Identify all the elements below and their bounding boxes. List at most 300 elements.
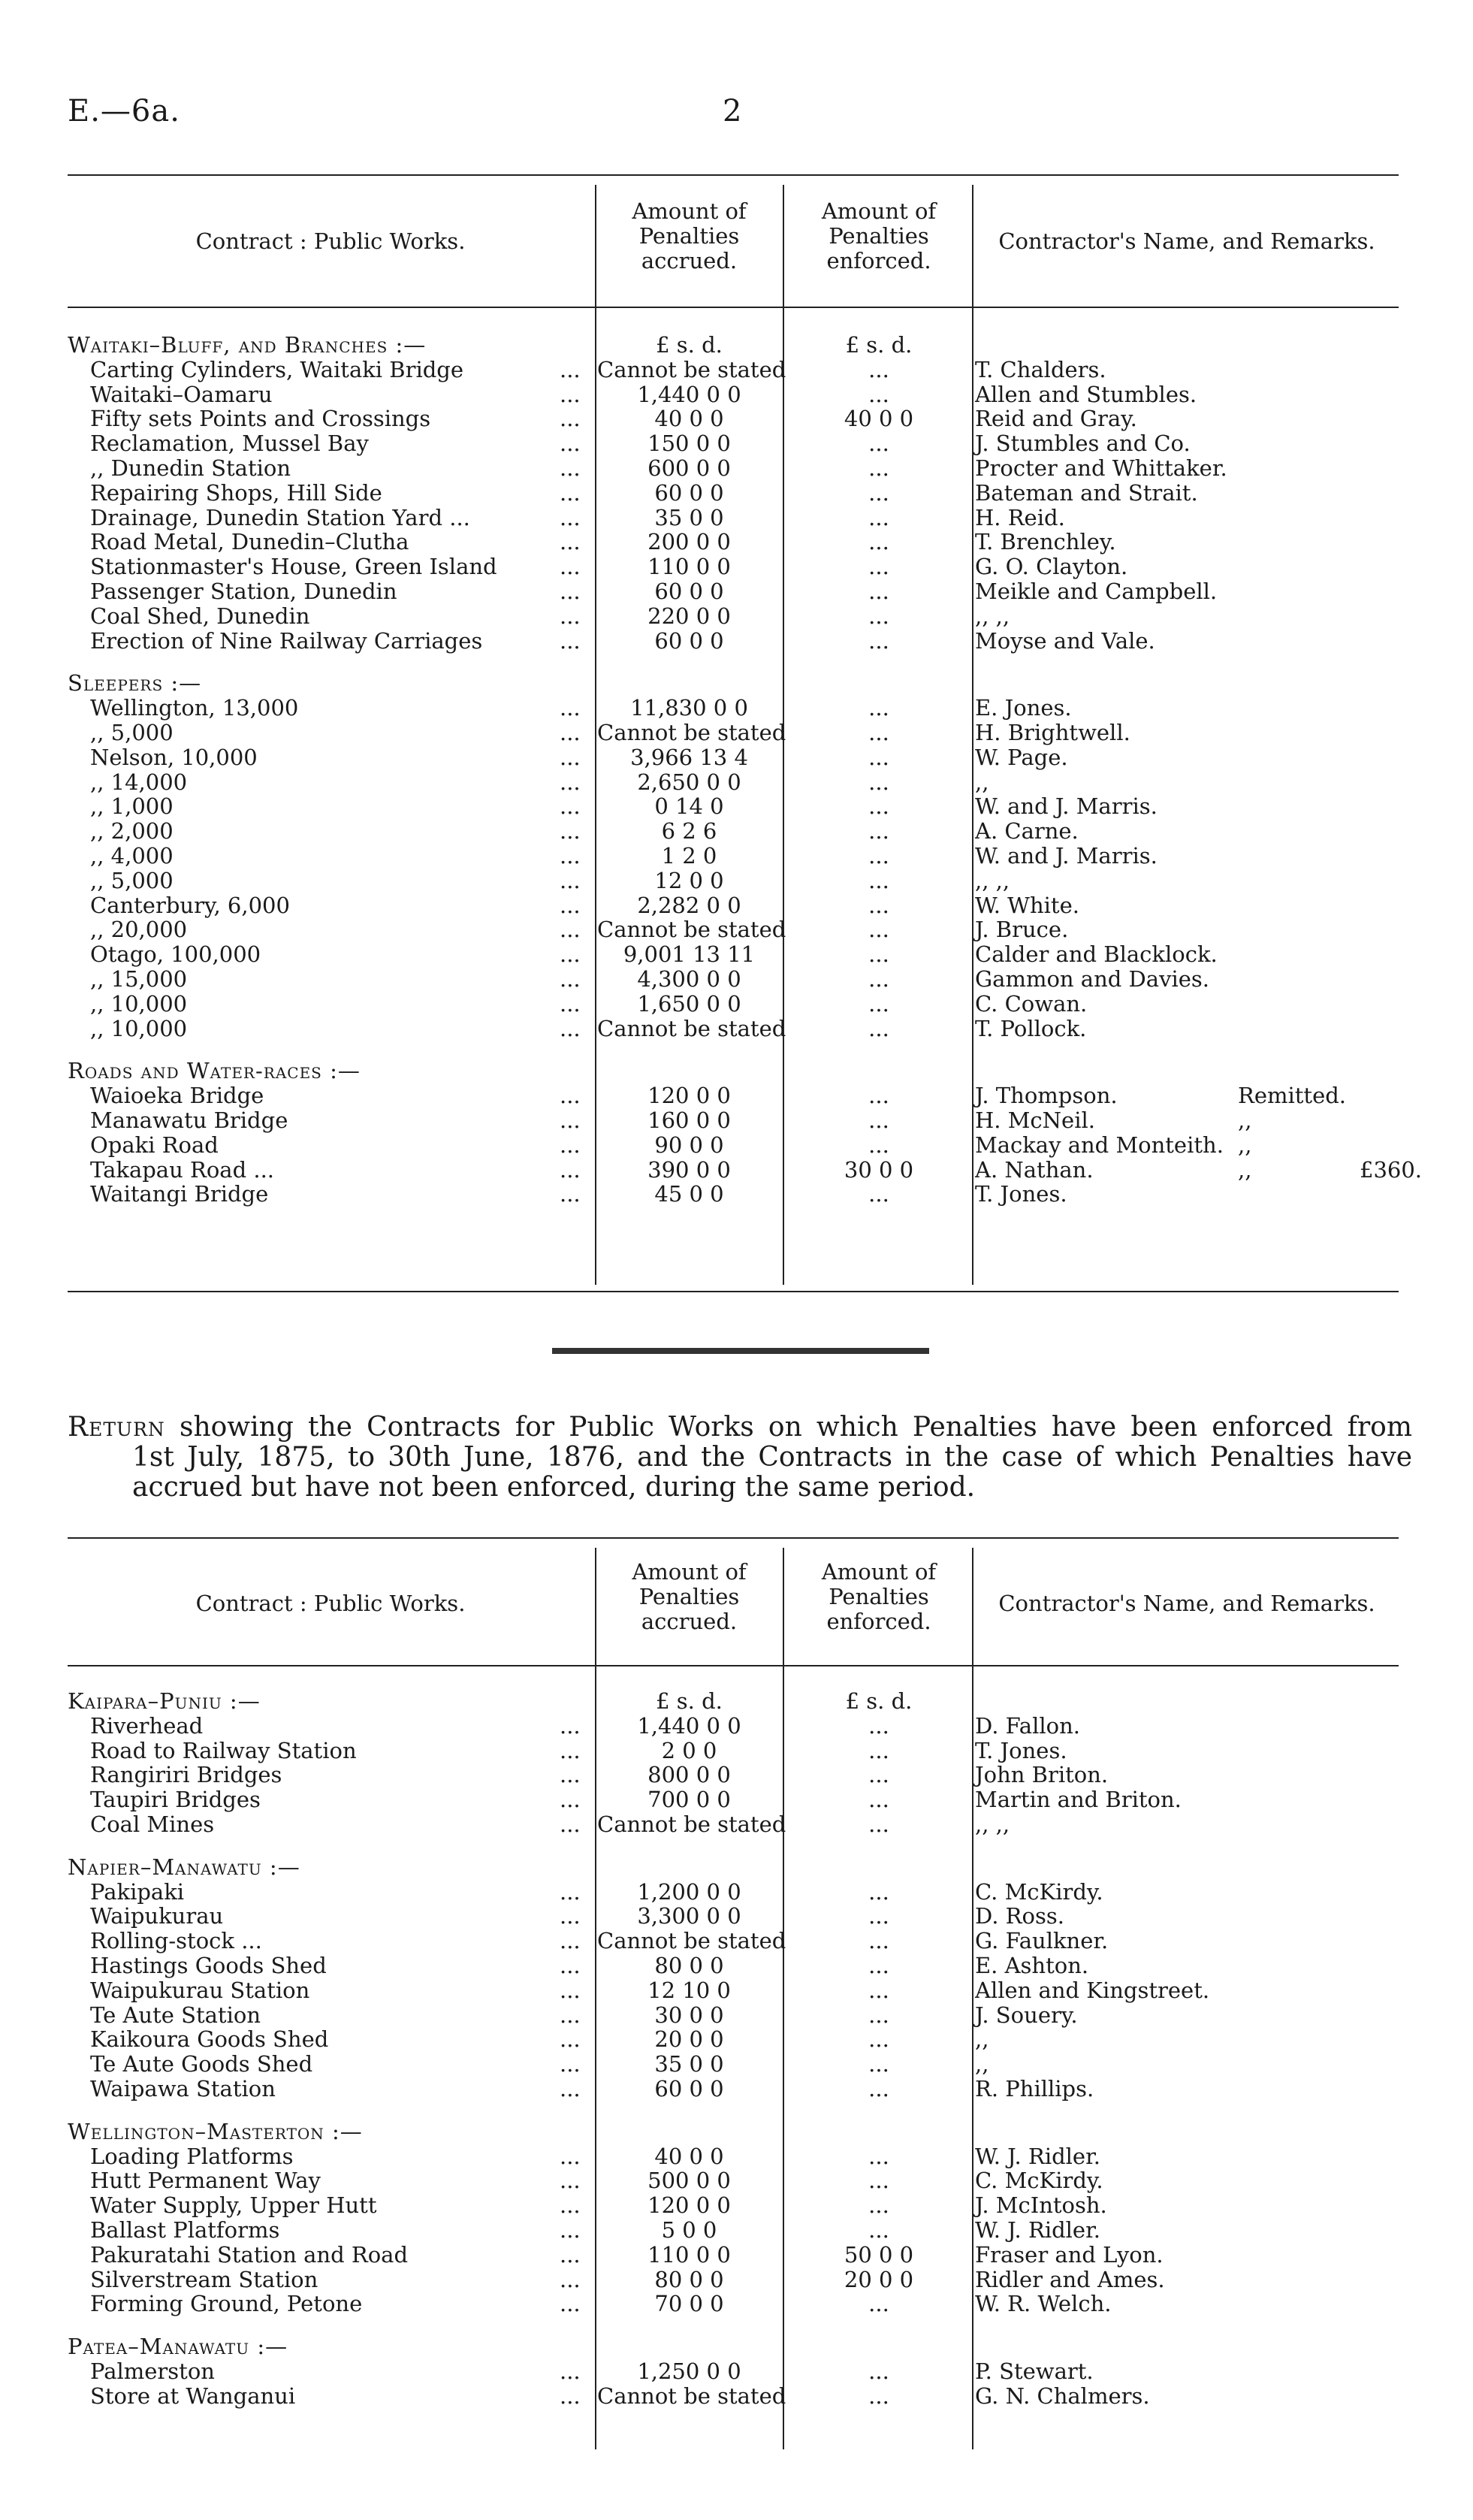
contract-name: Otago, 100,000 [90, 941, 261, 968]
table-row [0, 1928, 1473, 1953]
contract-name: Store at Wanganui [90, 2383, 296, 2409]
amount-accrued: 1,440 0 0 [637, 381, 741, 407]
table-row [0, 1762, 1473, 1787]
contractor-remarks: W. J. Ridler. [975, 2143, 1100, 2169]
amount-accrued: Cannot be stated [597, 1811, 786, 1837]
contractor-remarks: T. Brenchley. [975, 529, 1116, 555]
table-row [0, 1016, 1473, 1041]
dot-leader: ... [560, 2241, 581, 2268]
amount-enforced: ... [868, 455, 889, 481]
amount-enforced: ... [868, 479, 889, 506]
contractor-remarks: G. Faulkner. [975, 1928, 1109, 1954]
amount-accrued: 4,300 0 0 [637, 966, 741, 992]
dot-leader: ... [560, 793, 581, 820]
amount-enforced: ... [868, 892, 889, 918]
amount-enforced: ... [868, 1878, 889, 1905]
table-row [0, 1953, 1473, 1978]
amount-enforced: ... [868, 769, 889, 795]
amount-enforced: ... [868, 1181, 889, 1207]
contractor-remarks: Ridler and Ames. [975, 2266, 1165, 2292]
amount-accrued: 700 0 0 [647, 1787, 731, 1813]
contract-name: Road Metal, Dunedin–Clutha [90, 529, 409, 555]
contractor-remarks: Gammon and Davies. [975, 966, 1210, 992]
table-row [0, 1787, 1473, 1812]
amount-accrued: 3,966 13 4 [630, 744, 748, 770]
amount-accrued: Cannot be stated [597, 1015, 786, 1041]
amount-accrued: Cannot be stated [597, 1928, 786, 1954]
section-heading-label: Patea–Manawatu :— [68, 2334, 288, 2360]
amount-accrued: Cannot be stated [597, 917, 786, 943]
amount-enforced: ... [868, 2358, 889, 2384]
dot-leader: ... [560, 2192, 581, 2219]
table-row [0, 1879, 1473, 1905]
section-heading [0, 2334, 1473, 2359]
contract-name: ,, 4,000 [90, 843, 174, 869]
table-row [0, 2242, 1473, 2268]
amount-enforced: ... [868, 917, 889, 943]
table-row [0, 2002, 1473, 2028]
contract-name: ,, 10,000 [90, 1015, 188, 1041]
dot-leader: ... [560, 2076, 581, 2102]
amount-accrued: 2 0 0 [661, 1737, 717, 1763]
table-row [0, 579, 1473, 604]
contract-name: Drainage, Dunedin Station Yard ... [90, 504, 470, 530]
amount-enforced: ... [868, 1737, 889, 1763]
dot-leader: ... [560, 1787, 581, 1813]
table-row [0, 1738, 1473, 1763]
amount-enforced: ... [868, 1015, 889, 1041]
contractor-remarks: Allen and Stumbles. [975, 381, 1197, 407]
amount-accrued: 80 0 0 [654, 2266, 724, 2292]
contract-name: Waitangi Bridge [90, 1181, 269, 1207]
dot-leader: ... [560, 843, 581, 869]
amount-accrued: 70 0 0 [654, 2291, 724, 2317]
table1-header-rule [68, 307, 1399, 308]
amount-enforced: ... [868, 1762, 889, 1788]
dot-leader: ... [560, 1181, 581, 1207]
amount-enforced: 30 0 0 [844, 1156, 914, 1183]
amount-enforced: ... [868, 2026, 889, 2053]
contractor-remarks: W. J. Ridler. [975, 2217, 1100, 2243]
dot-leader: ... [560, 2358, 581, 2384]
table-row [0, 843, 1473, 869]
dot-leader: ... [560, 1712, 581, 1739]
currency-enforced: £ s. d. [845, 332, 913, 358]
amount-enforced: ... [868, 2291, 889, 2317]
contract-name: Ballast Platforms [90, 2217, 280, 2243]
dot-leader: ... [560, 1953, 581, 1978]
contract-name: Waipukurau [90, 1903, 224, 1929]
dot-leader: ... [560, 769, 581, 795]
amount-accrued: 9,001 13 11 [623, 941, 756, 968]
amount-enforced: ... [868, 554, 889, 580]
table-row [0, 2144, 1473, 2169]
contract-name: Wellington, 13,000 [90, 695, 299, 721]
amount-enforced: ... [868, 627, 889, 654]
amount-enforced: ... [868, 2217, 889, 2243]
contractor-remarks: T. Pollock. [975, 1015, 1087, 1041]
dot-leader: ... [560, 455, 581, 481]
contractor-remarks: W. and J. Marris. [975, 843, 1158, 869]
contract-name: Rangiriri Bridges [90, 1762, 282, 1788]
contract-name: Road to Railway Station [90, 1737, 357, 1763]
remark-note: ,, [1238, 1156, 1252, 1183]
dot-leader: ... [560, 744, 581, 770]
dot-leader: ... [560, 2026, 581, 2053]
dot-leader: ... [560, 892, 581, 918]
contractor-remarks: H. Reid. [975, 504, 1065, 530]
contract-name: Te Aute Station [90, 2002, 261, 2028]
dot-leader: ... [560, 966, 581, 992]
contractor-remarks: T. Jones. [975, 1181, 1067, 1207]
amount-accrued: Cannot be stated [597, 2383, 786, 2409]
amount-accrued: 200 0 0 [647, 529, 731, 555]
contract-name: Carting Cylinders, Waitaki Bridge [90, 356, 464, 382]
contract-name: Manawatu Bridge [90, 1107, 288, 1133]
contract-name: Te Aute Goods Shed [90, 2051, 313, 2077]
contractor-remarks: Calder and Blacklock. [975, 941, 1218, 968]
amount-accrued: 0 14 0 [654, 793, 724, 820]
contract-name: ,, 14,000 [90, 769, 188, 795]
table2-top-rule [68, 1537, 1399, 1539]
contract-name: ,, 10,000 [90, 990, 188, 1017]
amount-accrued: 1,250 0 0 [637, 2358, 741, 2384]
contractor-remarks: Fraser and Lyon. [975, 2241, 1164, 2268]
table-row [0, 1181, 1473, 1207]
contract-name: Waipukurau Station [90, 1977, 310, 2003]
dot-leader: ... [560, 1878, 581, 1905]
table-row [0, 1811, 1473, 1837]
contractor-remarks: R. Phillips. [975, 2076, 1094, 2102]
table-row [0, 818, 1473, 844]
amount-enforced: ... [868, 1787, 889, 1813]
table-row [0, 2051, 1473, 2077]
amount-accrued: 45 0 0 [654, 1181, 724, 1207]
dot-leader: ... [560, 1107, 581, 1133]
amount-enforced: ... [868, 1132, 889, 1158]
contractor-remarks: J. McIntosh. [975, 2192, 1107, 2219]
remark-note: ,, [1238, 1107, 1252, 1133]
amount-accrued: 220 0 0 [647, 603, 731, 629]
contract-name: Loading Platforms [90, 2143, 294, 2169]
contract-name: Water Supply, Upper Hutt [90, 2192, 377, 2219]
amount-accrued: 1,200 0 0 [637, 1878, 741, 1905]
remark-note: ,, [1238, 1132, 1252, 1158]
amount-accrued: Cannot be stated [597, 356, 786, 382]
amount-enforced: ... [868, 2002, 889, 2028]
col-enforced-header: Amount of Penalties enforced. [821, 1559, 937, 1634]
contract-name: Rolling-stock ... [90, 1928, 262, 1954]
section-heading-label: Roads and Water-races :— [68, 1058, 361, 1084]
currency-accrued: £ s. d. [656, 332, 723, 358]
amount-accrued: 35 0 0 [654, 2051, 724, 2077]
contract-name: Canterbury, 6,000 [90, 892, 290, 918]
dot-leader: ... [560, 554, 581, 580]
contractor-remarks: J. Bruce. [975, 917, 1069, 943]
section-heading [0, 1058, 1473, 1083]
table-row [0, 529, 1473, 554]
page-number: 2 [723, 94, 743, 128]
amount-accrued: 2,282 0 0 [637, 892, 741, 918]
amount-accrued: 35 0 0 [654, 504, 724, 530]
table1-top-rule [68, 174, 1399, 176]
table-row [0, 480, 1473, 506]
dot-leader: ... [560, 1156, 581, 1183]
dot-leader: ... [560, 627, 581, 654]
section-heading-label: Wellington–Masterton :— [68, 2118, 363, 2144]
amount-accrued: 12 0 0 [654, 867, 724, 893]
table-row [0, 917, 1473, 942]
amount-enforced: ... [868, 2192, 889, 2219]
table-row [0, 406, 1473, 431]
contractor-remarks: A. Nathan. [975, 1156, 1094, 1183]
contractor-remarks: H. McNeil. [975, 1107, 1095, 1133]
remark-amount: £360. [1360, 1156, 1423, 1183]
contract-name: Hastings Goods Shed [90, 1953, 327, 1978]
table-row [0, 505, 1473, 530]
amount-enforced: ... [868, 1083, 889, 1109]
amount-accrued: 6 2 6 [661, 818, 717, 845]
contract-name: Palmerston [90, 2358, 215, 2384]
amount-enforced: ... [868, 818, 889, 845]
amount-enforced: ... [868, 1712, 889, 1739]
contractor-remarks: W. Page. [975, 744, 1068, 770]
amount-accrued: 12 10 0 [647, 1977, 731, 2003]
dot-leader: ... [560, 695, 581, 721]
amount-accrued: 30 0 0 [654, 2002, 724, 2028]
table-row [0, 695, 1473, 721]
table-row [0, 1083, 1473, 1108]
contractor-remarks: Meikle and Campbell. [975, 579, 1218, 604]
amount-enforced: ... [868, 941, 889, 968]
section-heading [0, 2119, 1473, 2144]
table-row [0, 554, 1473, 579]
amount-enforced: ... [868, 843, 889, 869]
dot-leader: ... [560, 1015, 581, 1041]
table-row [0, 1132, 1473, 1158]
col-accrued-header: Amount of Penalties accrued. [632, 1559, 747, 1634]
contractor-remarks: ,, [975, 2051, 989, 2077]
currency-enforced: £ s. d. [845, 1688, 913, 1714]
contract-name: Riverhead [90, 1712, 204, 1739]
contract-name: Coal Shed, Dunedin [90, 603, 310, 629]
amount-accrued: 600 0 0 [647, 455, 731, 481]
contractor-remarks: C. McKirdy. [975, 2168, 1103, 2194]
contractor-remarks: Reid and Gray. [975, 406, 1137, 432]
dot-leader: ... [560, 1928, 581, 1954]
return-title-line1: showing the Contracts for Public Works on which Penalties have been enforced from [179, 1412, 1412, 1443]
contractor-remarks: J. Stumbles and Co. [975, 431, 1191, 457]
contractor-remarks: G. O. Clayton. [975, 554, 1128, 580]
col-accrued-header: Amount of Penalties accrued. [632, 198, 747, 273]
dot-leader: ... [560, 1977, 581, 2003]
contractor-remarks: W. and J. Marris. [975, 793, 1158, 820]
contractor-remarks: C. Cowan. [975, 990, 1088, 1017]
contractor-remarks: D. Fallon. [975, 1712, 1081, 1739]
section-separator [552, 1348, 929, 1354]
amount-enforced: ... [868, 966, 889, 992]
table-row [0, 455, 1473, 481]
dot-leader: ... [560, 2217, 581, 2243]
amount-accrued: 390 0 0 [647, 1156, 731, 1183]
dot-leader: ... [560, 504, 581, 530]
table-row [0, 893, 1473, 918]
col-remarks-header: Contractor's Name, and Remarks. [998, 1591, 1375, 1616]
contractor-remarks: T. Jones. [975, 1737, 1067, 1763]
contract-name: Kaikoura Goods Shed [90, 2026, 329, 2053]
table-row [0, 769, 1473, 795]
table-row [0, 2168, 1473, 2193]
dot-leader: ... [560, 1083, 581, 1109]
contractor-remarks: W. White. [975, 892, 1079, 918]
contract-name: ,, 1,000 [90, 793, 174, 820]
contractor-remarks: Mackay and Monteith. [975, 1132, 1224, 1158]
amount-accrued: 2,650 0 0 [637, 769, 741, 795]
contract-name: Silverstream Station [90, 2266, 318, 2292]
col-remarks-header: Contractor's Name, and Remarks. [998, 228, 1375, 254]
amount-accrued: 1,650 0 0 [637, 990, 741, 1017]
table-row [0, 2217, 1473, 2243]
dot-leader: ... [560, 2168, 581, 2194]
amount-enforced: ... [868, 381, 889, 407]
contract-name: Forming Ground, Petone [90, 2291, 363, 2317]
table-row [0, 966, 1473, 992]
table-row [0, 1713, 1473, 1739]
amount-enforced: ... [868, 504, 889, 530]
dot-leader: ... [560, 1737, 581, 1763]
dot-leader: ... [560, 603, 581, 629]
amount-accrued: 110 0 0 [647, 2241, 731, 2268]
table1-bottom-rule [68, 1291, 1399, 1292]
table-row [0, 2192, 1473, 2218]
section-heading [0, 1688, 1473, 1714]
amount-accrued: 20 0 0 [654, 2026, 724, 2053]
contract-name: ,, 20,000 [90, 917, 188, 943]
table-row [0, 431, 1473, 456]
section-heading-label: Sleepers :— [68, 670, 202, 696]
contract-name: ,, 15,000 [90, 966, 188, 992]
contract-name: Coal Mines [90, 1811, 215, 1837]
amount-accrued: 110 0 0 [647, 554, 731, 580]
contract-name: Stationmaster's House, Green Island [90, 554, 497, 580]
table-row [0, 745, 1473, 770]
dot-leader: ... [560, 867, 581, 893]
amount-enforced: ... [868, 2076, 889, 2102]
contractor-remarks: Bateman and Strait. [975, 479, 1198, 506]
dot-leader: ... [560, 579, 581, 604]
table-row [0, 793, 1473, 819]
amount-enforced: ... [868, 2383, 889, 2409]
dot-leader: ... [560, 2266, 581, 2292]
contract-name: Reclamation, Mussel Bay [90, 431, 369, 457]
table-row [0, 382, 1473, 407]
dot-leader: ... [560, 1811, 581, 1837]
remark-note: Remitted. [1238, 1083, 1347, 1109]
amount-accrued: 60 0 0 [654, 2076, 724, 2102]
section-heading-label: Napier–Manawatu :— [68, 1854, 300, 1880]
section-heading-label: Waitaki–Bluff, and Branches :— [68, 332, 427, 358]
col-enforced-header: Amount of Penalties enforced. [821, 198, 937, 273]
dot-leader: ... [560, 1132, 581, 1158]
table-row [0, 941, 1473, 967]
col-contract-header: Contract : Public Works. [195, 1591, 466, 1616]
contractor-remarks: ,, [975, 2026, 989, 2053]
amount-accrued: 60 0 0 [654, 627, 724, 654]
contract-name: Waitaki–Oamaru [90, 381, 273, 407]
contractor-remarks: Procter and Whittaker. [975, 455, 1227, 481]
contractor-remarks: W. R. Welch. [975, 2291, 1112, 2317]
dot-leader: ... [560, 2143, 581, 2169]
contract-name: ,, Dunedin Station [90, 455, 291, 481]
dot-leader: ... [560, 1762, 581, 1788]
dot-leader: ... [560, 2383, 581, 2409]
amount-enforced: ... [868, 431, 889, 457]
amount-enforced: ... [868, 603, 889, 629]
contractor-remarks: J. Thompson. [975, 1083, 1118, 1109]
return-title [68, 1413, 1412, 1503]
dot-leader: ... [560, 990, 581, 1017]
table-row [0, 603, 1473, 629]
return-title-line3: accrued but have not been enforced, during the same period. [132, 1472, 976, 1503]
table2-header-rule [68, 1665, 1399, 1666]
section-heading [0, 670, 1473, 696]
amount-enforced: ... [868, 720, 889, 745]
amount-enforced: ... [868, 1903, 889, 1929]
contract-name: Hutt Permanent Way [90, 2168, 321, 2194]
contract-name: ,, 2,000 [90, 818, 174, 845]
dot-leader: ... [560, 2002, 581, 2028]
amount-enforced: ... [868, 1977, 889, 2003]
amount-accrued: 3,300 0 0 [637, 1903, 741, 1929]
amount-enforced: ... [868, 2051, 889, 2077]
contract-name: Taupiri Bridges [90, 1787, 261, 1813]
amount-enforced: ... [868, 1107, 889, 1133]
table-row [0, 2267, 1473, 2292]
contractor-remarks: E. Jones. [975, 695, 1072, 721]
contractor-remarks: A. Carne. [975, 818, 1079, 845]
table-row [0, 1978, 1473, 2003]
contract-name: Erection of Nine Railway Carriages [90, 627, 483, 654]
amount-enforced: ... [868, 744, 889, 770]
contractor-remarks: ,, ,, [975, 1811, 1010, 1837]
contractor-remarks: ,, ,, [975, 603, 1010, 629]
dot-leader: ... [560, 381, 581, 407]
amount-accrued: 90 0 0 [654, 1132, 724, 1158]
return-title-line2: 1st July, 1875, to 30th June, 1876, and the Contracts in the case of which Penalties have [132, 1442, 1412, 1473]
amount-accrued: 120 0 0 [647, 1083, 731, 1109]
amount-enforced: ... [868, 2143, 889, 2169]
table-row [0, 2383, 1473, 2409]
dot-leader: ... [560, 406, 581, 432]
contract-name: Waipawa Station [90, 2076, 276, 2102]
return-title-lead: Return [68, 1412, 165, 1443]
amount-enforced: ... [868, 1953, 889, 1978]
dot-leader: ... [560, 1903, 581, 1929]
currency-accrued: £ s. d. [656, 1688, 723, 1714]
contractor-remarks: ,, [975, 769, 989, 795]
dot-leader: ... [560, 917, 581, 943]
dot-leader: ... [560, 720, 581, 745]
amount-enforced: ... [868, 356, 889, 382]
section-heading [0, 1854, 1473, 1880]
contract-name: Opaki Road [90, 1132, 219, 1158]
amount-accrued: 120 0 0 [647, 2192, 731, 2219]
amount-accrued: 800 0 0 [647, 1762, 731, 1788]
amount-enforced: ... [868, 579, 889, 604]
amount-enforced: ... [868, 1811, 889, 1837]
contract-name: Pakuratahi Station and Road [90, 2241, 409, 2268]
contract-name: ,, 5,000 [90, 720, 174, 745]
